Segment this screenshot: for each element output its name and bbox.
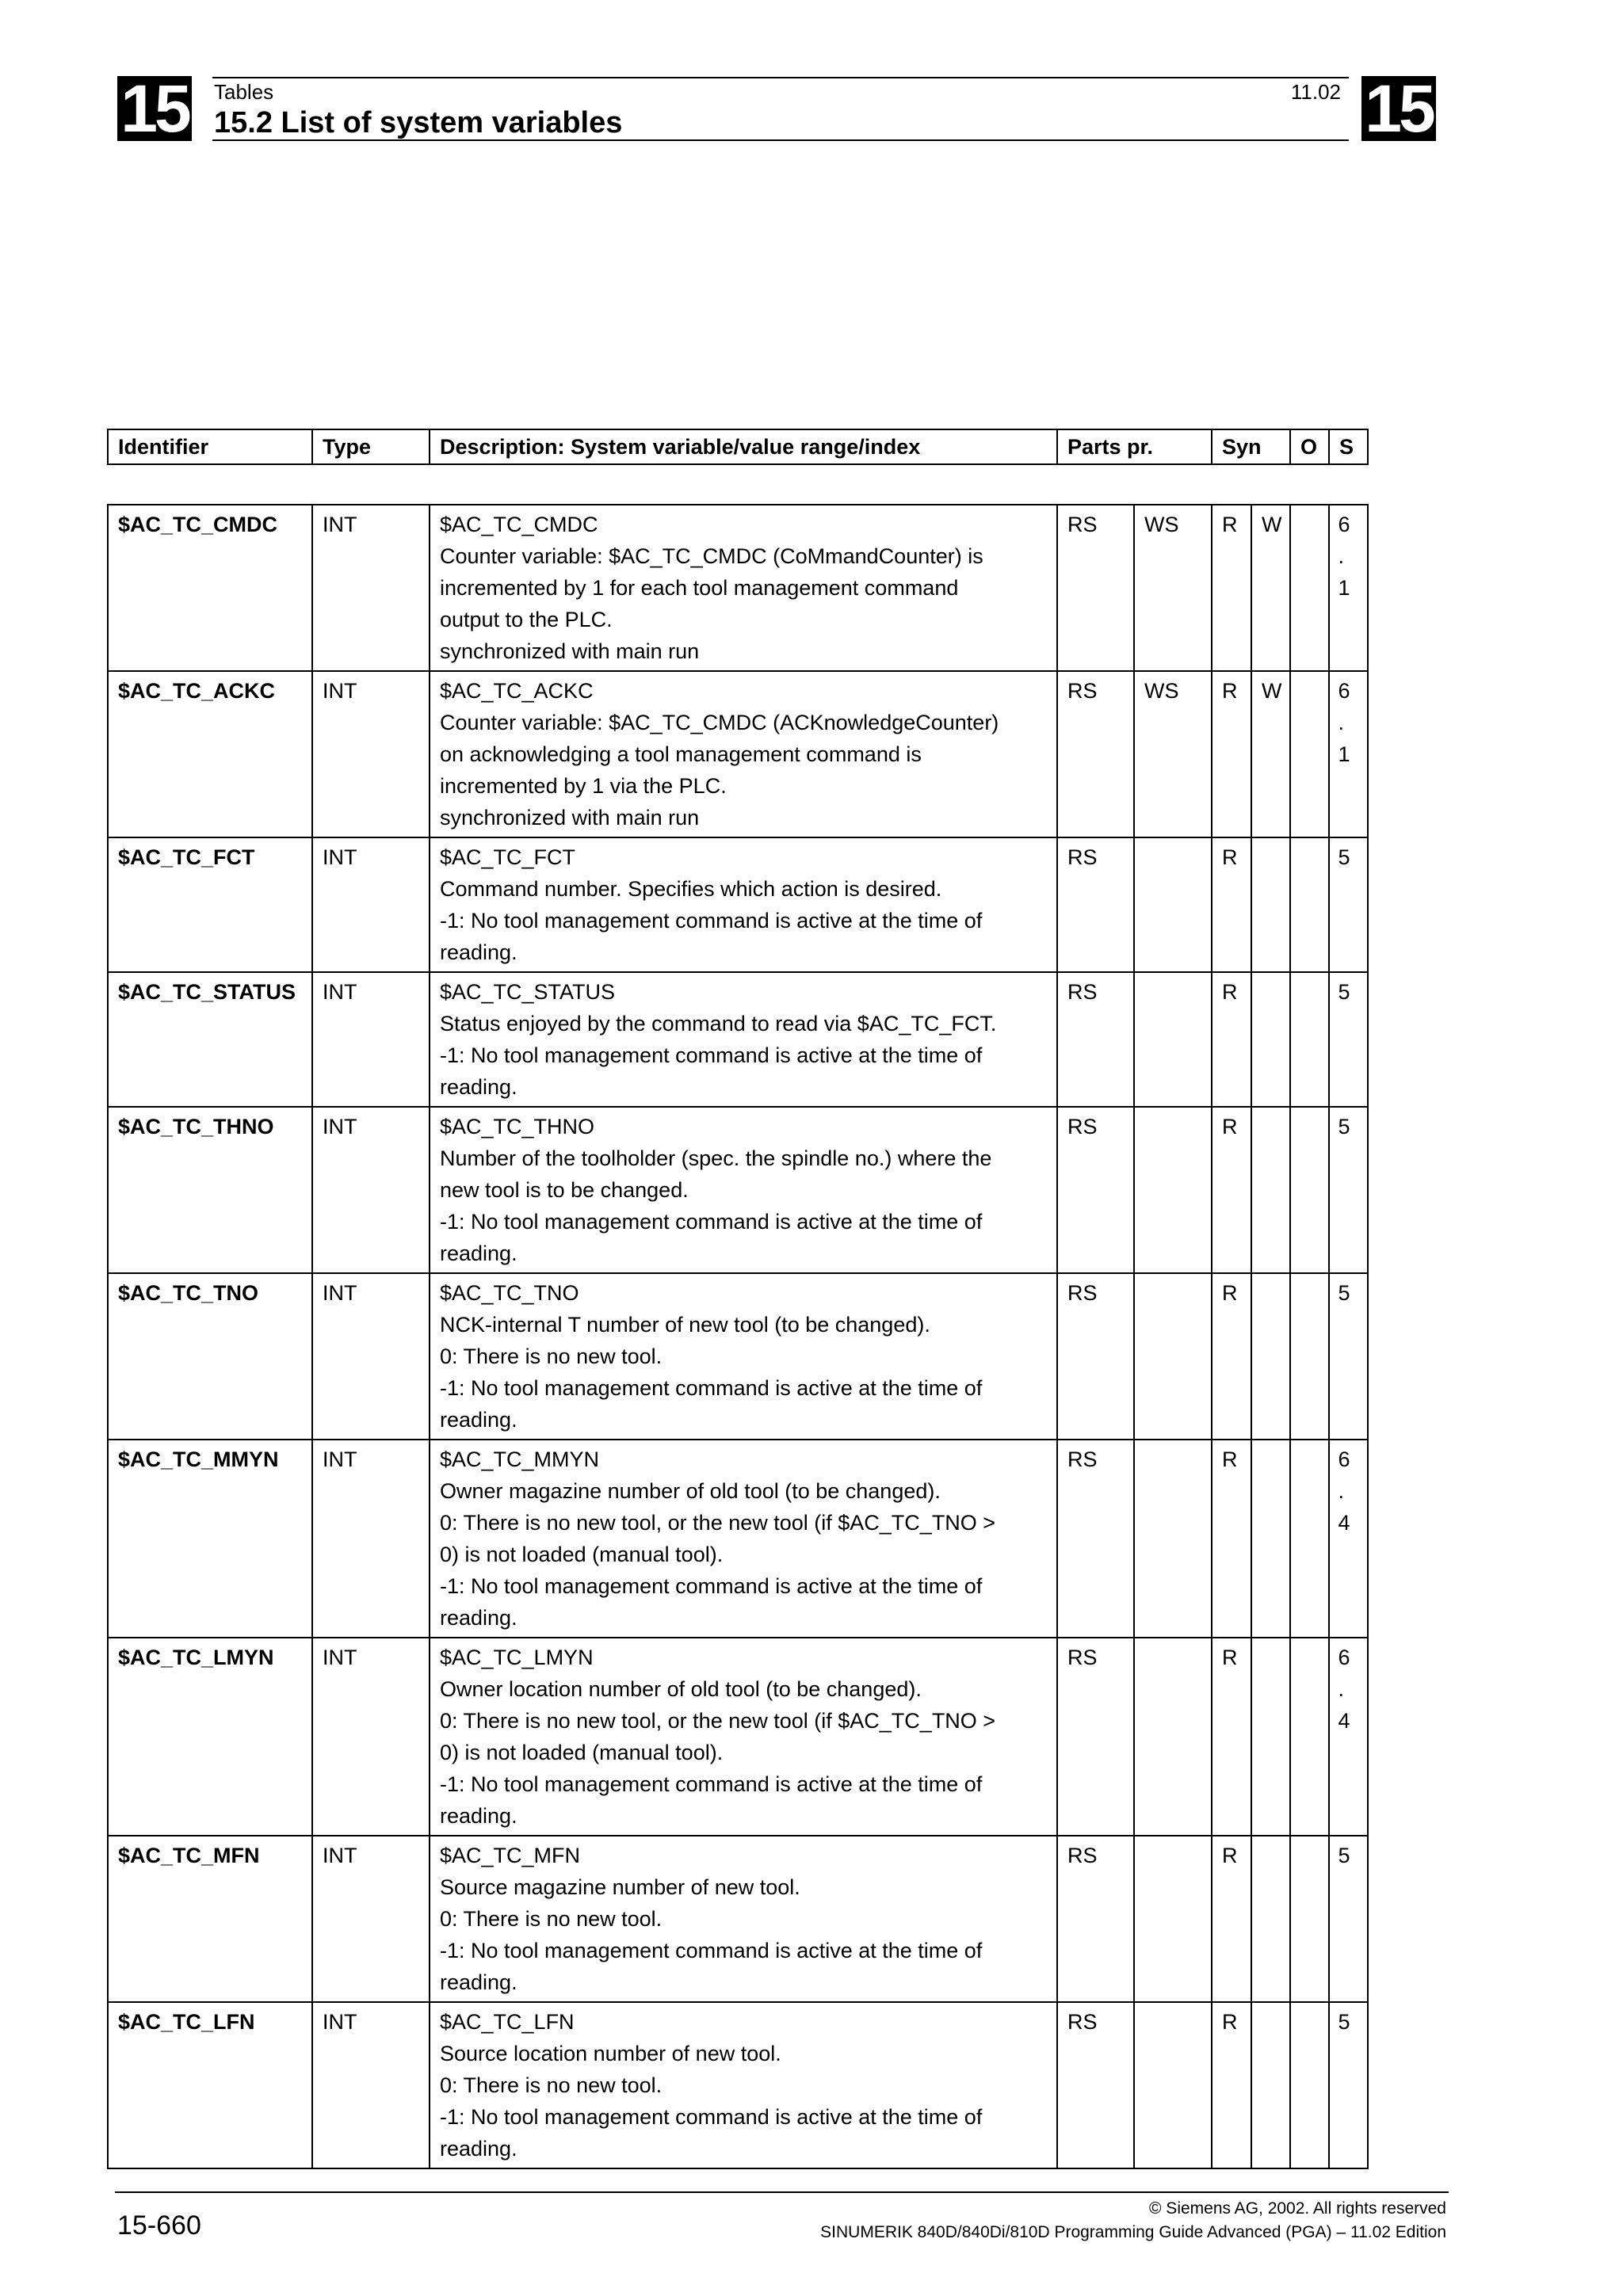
table-row [108, 972, 1368, 1107]
description-line: 0) is not loaded (manual tool). [440, 1741, 724, 1764]
cell-syn-read: R [1212, 1273, 1251, 1440]
footer-rule [115, 2191, 1449, 2193]
cell-parts-write [1134, 2002, 1212, 2168]
description-line: -1: No tool management command is active at the time of [440, 2105, 983, 2129]
description-line: $AC_TC_TNO [440, 1281, 579, 1305]
header-syn: Syn [1212, 429, 1290, 464]
cell-o [1290, 837, 1329, 972]
cell-syn-read: R [1212, 671, 1251, 837]
section-ref-char: 5 [1338, 1844, 1350, 1867]
description-line: reading. [440, 940, 517, 964]
table-row [108, 671, 1368, 837]
cell-identifier: $AC_TC_FCT [108, 837, 312, 972]
section-ref-char: . [1338, 544, 1344, 568]
table-row [108, 1836, 1368, 2002]
chapter-number-left: 15 [117, 76, 192, 141]
cell-syn-write [1251, 837, 1290, 972]
cell-syn-read: R [1212, 2002, 1251, 2168]
cell-syn-write [1251, 1836, 1290, 2002]
description-line: $AC_TC_FCT [440, 845, 576, 869]
cell-parts-write [1134, 972, 1212, 1107]
section-ref-char: 4 [1338, 1511, 1350, 1535]
cell-type: INT [312, 1440, 430, 1638]
header-type: Type [312, 429, 430, 464]
table-row [108, 1638, 1368, 1836]
cell-description [430, 1638, 1057, 1836]
page-title: 15.2 List of system variables [214, 106, 623, 139]
table-row [108, 1107, 1368, 1273]
cell-o [1290, 1638, 1329, 1836]
description-line: incremented by 1 via the PLC. [440, 774, 727, 798]
description-line: $AC_TC_THNO [440, 1115, 595, 1138]
description-line: NCK-internal T number of new tool (to be changed). [440, 1313, 930, 1337]
section-ref-char: . [1338, 711, 1344, 734]
cell-parts-write [1134, 1440, 1212, 1638]
cell-o [1290, 972, 1329, 1107]
cell-syn-read: R [1212, 837, 1251, 972]
description-line: -1: No tool management command is active at the time of [440, 1210, 983, 1234]
cell-identifier: $AC_TC_STATUS [108, 972, 312, 1107]
cell-parts-write [1134, 1638, 1212, 1836]
table-row [108, 505, 1368, 671]
description-line: incremented by 1 for each tool management command [440, 576, 959, 600]
cell-parts-reset: RS [1057, 1107, 1134, 1273]
cell-o [1290, 1440, 1329, 1638]
description-line: synchronized with main run [440, 639, 700, 663]
cell-section [1329, 1273, 1368, 1440]
description-line: Source magazine number of new tool. [440, 1875, 800, 1899]
cell-syn-write [1251, 2002, 1290, 2168]
section-ref-char: 4 [1338, 1709, 1350, 1733]
cell-o [1290, 1107, 1329, 1273]
section-ref-char: 1 [1338, 742, 1350, 766]
cell-syn-read: R [1212, 1638, 1251, 1836]
cell-description [430, 2002, 1057, 2168]
description-line: $AC_TC_CMDC [440, 513, 598, 536]
description-line: Source location number of new tool. [440, 2042, 781, 2065]
cell-syn-read: R [1212, 1836, 1251, 2002]
description-line: $AC_TC_MFN [440, 1844, 581, 1867]
cell-syn-read: R [1212, 505, 1251, 671]
cell-syn-write [1251, 1440, 1290, 1638]
cell-syn-read: R [1212, 1440, 1251, 1638]
cell-description [430, 972, 1057, 1107]
description-line: reading. [440, 1241, 517, 1265]
header-parts: Parts pr. [1057, 429, 1212, 464]
description-line: reading. [440, 1804, 517, 1828]
description-line: Status enjoyed by the command to read via $AC_TC_FCT. [440, 1012, 997, 1035]
variables-table [107, 504, 1369, 2169]
cell-identifier: $AC_TC_LMYN [108, 1638, 312, 1836]
description-line: Owner magazine number of old tool (to be changed). [440, 1479, 941, 1503]
cell-identifier: $AC_TC_MMYN [108, 1440, 312, 1638]
cell-identifier: $AC_TC_CMDC [108, 505, 312, 671]
cell-section [1329, 1836, 1368, 2002]
cell-parts-reset: RS [1057, 505, 1134, 671]
cell-identifier: $AC_TC_THNO [108, 1107, 312, 1273]
cell-description [430, 505, 1057, 671]
section-ref-char: 5 [1338, 845, 1350, 869]
cell-identifier: $AC_TC_LFN [108, 2002, 312, 2168]
description-line: synchronized with main run [440, 806, 700, 830]
section-ref-char: . [1338, 1479, 1344, 1503]
cell-parts-write: WS [1134, 505, 1212, 671]
description-line: -1: No tool management command is active at the time of [440, 1772, 983, 1796]
cell-o [1290, 671, 1329, 837]
cell-parts-write [1134, 1836, 1212, 2002]
header-s: S [1329, 429, 1368, 464]
header-rule-bottom [212, 139, 1349, 141]
cell-description [430, 1107, 1057, 1273]
description-line: on acknowledging a tool management command is [440, 742, 922, 766]
cell-o [1290, 1273, 1329, 1440]
cell-description [430, 1836, 1057, 2002]
cell-section [1329, 671, 1368, 837]
cell-section [1329, 1440, 1368, 1638]
cell-syn-write: W [1251, 505, 1290, 671]
header-description: Description: System variable/value range/index [430, 429, 1057, 464]
section-ref-char: 1 [1338, 576, 1350, 600]
section-ref-char: 6 [1338, 679, 1350, 703]
cell-parts-reset: RS [1057, 1638, 1134, 1836]
copyright: © Siemens AG, 2002. All rights reserved [1149, 2199, 1446, 2218]
cell-parts-reset: RS [1057, 1440, 1134, 1638]
cell-identifier: $AC_TC_ACKC [108, 671, 312, 837]
cell-description [430, 1440, 1057, 1638]
chapter-number-right: 15 [1361, 76, 1436, 141]
cell-o [1290, 505, 1329, 671]
description-line: output to the PLC. [440, 608, 613, 631]
cell-identifier: $AC_TC_MFN [108, 1836, 312, 2002]
description-line: new tool is to be changed. [440, 1178, 689, 1202]
page-number: 15-660 [117, 2210, 201, 2241]
description-line: $AC_TC_MMYN [440, 1447, 600, 1471]
header-identifier: Identifier [108, 429, 312, 464]
table-row [108, 1273, 1368, 1440]
description-line: -1: No tool management command is active at the time of [440, 1939, 983, 1962]
description-line: Command number. Specifies which action is desired. [440, 877, 942, 901]
description-line: reading. [440, 1075, 517, 1099]
cell-parts-write [1134, 1107, 1212, 1273]
cell-parts-reset: RS [1057, 2002, 1134, 2168]
description-line: 0: There is no new tool. [440, 1344, 663, 1368]
cell-parts-reset: RS [1057, 1836, 1134, 2002]
header-date: 11.02 [1290, 80, 1341, 104]
description-line: 0: There is no new tool, or the new tool (if $AC_TC_TNO > [440, 1709, 996, 1733]
header-rule-top [212, 77, 1349, 78]
cell-parts-reset: RS [1057, 837, 1134, 972]
cell-type: INT [312, 837, 430, 972]
description-line: 0) is not loaded (manual tool). [440, 1543, 724, 1566]
cell-type: INT [312, 1273, 430, 1440]
description-line: $AC_TC_ACKC [440, 679, 594, 703]
section-label: Tables [214, 80, 274, 104]
cell-parts-reset: RS [1057, 1273, 1134, 1440]
description-line: $AC_TC_LMYN [440, 1646, 594, 1669]
edition-line: SINUMERIK 840D/840Di/810D Programming Guide Advanced (PGA) – 11.02 Edition [820, 2223, 1446, 2241]
section-ref-char: 6 [1338, 1646, 1350, 1669]
description-line: Owner location number of old tool (to be changed). [440, 1677, 922, 1701]
description-line: Counter variable: $AC_TC_CMDC (CoMmandCounter) is [440, 544, 983, 568]
section-ref-char: 6 [1338, 1447, 1350, 1471]
cell-o [1290, 1836, 1329, 2002]
cell-parts-write [1134, 837, 1212, 972]
cell-parts-reset: RS [1057, 671, 1134, 837]
description-line: reading. [440, 1970, 517, 1994]
table-row [108, 2002, 1368, 2168]
description-line: 0: There is no new tool, or the new tool (if $AC_TC_TNO > [440, 1511, 996, 1535]
cell-type: INT [312, 972, 430, 1107]
cell-type: INT [312, 1638, 430, 1836]
cell-syn-write [1251, 1638, 1290, 1836]
cell-section [1329, 505, 1368, 671]
cell-o [1290, 2002, 1329, 2168]
section-ref-char: 5 [1338, 980, 1350, 1004]
table-row [108, 1440, 1368, 1638]
cell-type: INT [312, 671, 430, 837]
cell-syn-write [1251, 1107, 1290, 1273]
header-o: O [1290, 429, 1329, 464]
description-line: reading. [440, 1606, 517, 1630]
description-line: reading. [440, 2137, 517, 2161]
cell-parts-write [1134, 1273, 1212, 1440]
table-body [108, 505, 1368, 2168]
description-line: reading. [440, 1408, 517, 1432]
section-ref-char: 6 [1338, 513, 1350, 536]
cell-type: INT [312, 1107, 430, 1273]
cell-section [1329, 1638, 1368, 1836]
description-line: -1: No tool management command is active at the time of [440, 1574, 983, 1598]
cell-syn-read: R [1212, 1107, 1251, 1273]
description-line: $AC_TC_LFN [440, 2010, 575, 2034]
description-line: $AC_TC_STATUS [440, 980, 616, 1004]
cell-type: INT [312, 2002, 430, 2168]
cell-syn-write [1251, 1273, 1290, 1440]
section-ref-char: 5 [1338, 2010, 1350, 2034]
cell-syn-read: R [1212, 972, 1251, 1107]
cell-type: INT [312, 1836, 430, 2002]
cell-parts-write: WS [1134, 671, 1212, 837]
cell-description [430, 671, 1057, 837]
cell-syn-write: W [1251, 671, 1290, 837]
cell-section [1329, 2002, 1368, 2168]
cell-type: INT [312, 505, 430, 671]
cell-syn-write [1251, 972, 1290, 1107]
section-ref-char: 5 [1338, 1115, 1350, 1138]
description-line: -1: No tool management command is active at the time of [440, 909, 983, 933]
section-ref-char: . [1338, 1677, 1344, 1701]
cell-section [1329, 1107, 1368, 1273]
description-line: 0: There is no new tool. [440, 1907, 663, 1931]
description-line: -1: No tool management command is active at the time of [440, 1376, 983, 1400]
cell-identifier: $AC_TC_TNO [108, 1273, 312, 1440]
description-line: Counter variable: $AC_TC_CMDC (ACKnowledgeCounter) [440, 711, 999, 734]
section-ref-char: 5 [1338, 1281, 1350, 1305]
table-row [108, 837, 1368, 972]
table-header [107, 429, 1369, 465]
description-line: -1: No tool management command is active at the time of [440, 1043, 983, 1067]
description-line: Number of the toolholder (spec. the spindle no.) where the [440, 1146, 992, 1170]
cell-section [1329, 972, 1368, 1107]
description-line: 0: There is no new tool. [440, 2073, 663, 2097]
cell-description [430, 1273, 1057, 1440]
cell-parts-reset: RS [1057, 972, 1134, 1107]
cell-section [1329, 837, 1368, 972]
cell-description [430, 837, 1057, 972]
